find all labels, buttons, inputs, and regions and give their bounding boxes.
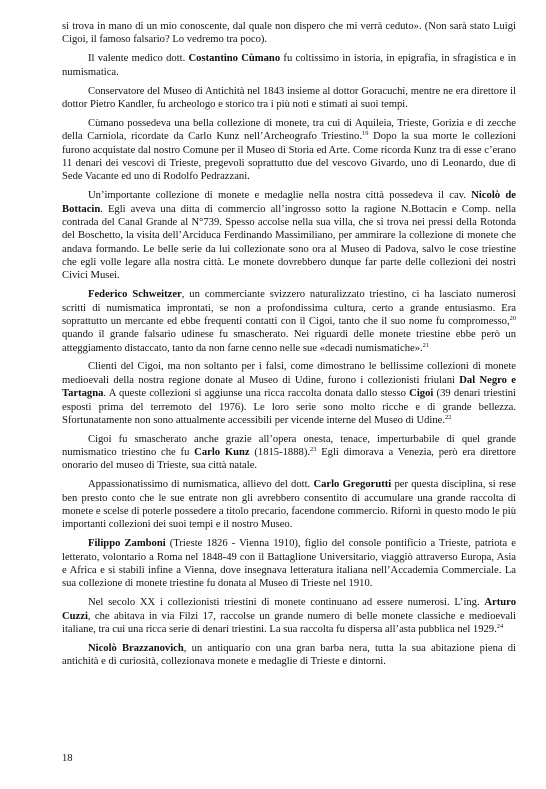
bold-name: Dal Negro e Tartagna: [62, 374, 516, 400]
bold-name: Cigoi: [409, 388, 434, 400]
bold-name: Carlo Gregorutti: [313, 479, 392, 491]
bold-name: Filippo Zamboni: [88, 538, 166, 550]
text-run: . Egli aveva una ditta di commercio all’ingrosso sotto la ragione N.Bottacin e Comp. nella contrada del Canal Grande al N°739. Spesso accolse nella sua villa, che si trova nei pressi della Rotonda del Boschetto, la visita dell’Arciduca Ferdinando Massimiliano, per ammirare la collezione di monete che andava formando. Le belle serie da lui collezionate sono ora al Museo di Padova, salvo le cose triestine che egli volle legare alla nostra città. Le monete dovrebbero dunque far parte delle collezioni dei nostri Civici Musei.: [62, 203, 516, 282]
bold-name: Carlo Kunz: [194, 447, 250, 459]
paragraph-9: [62, 478, 516, 531]
bold-name: Arturo Cuzzi: [62, 597, 516, 622]
text-run: (1815-1888).: [249, 447, 311, 459]
text-run: Cùmano possedeva una bella collezione di monete, tra cui di Aquileia, Trieste, Gorizia e di zecche della Carniola, ricordate da Carlo Kunz nell’Archeografo Triestino.: [62, 117, 516, 143]
text-run: Conservatore del Museo di Antichità nel 1843 insieme al dottor Goracuchi, mentre ne era direttore il dottor Pietro Kandler, fu archeologo e storico tra i più noti e stimati ai suoi tempi.: [62, 85, 516, 110]
text-run: , un antiquario con una gran barba nera, tutta la sua abitazione piena di antichità e di curiosità, collezionava monete e medaglie di Trieste e dintorni.: [62, 642, 516, 668]
bold-name: Nicolò Brazzanovich: [88, 642, 184, 654]
paragraph-11: [62, 596, 516, 636]
footnote-ref: 19: [362, 130, 369, 138]
paragraph-4: [62, 117, 516, 184]
text-run: (39 denari triestini esposti prima del terremoto del 1976). Le loro serie sono molto ricche e di grande bellezza. Sfortunatamente non sono attualmente accessibili per vicende interne del Museo di Udine.: [62, 388, 517, 426]
paragraph-2: [62, 52, 516, 79]
text-run: , che abitava in via Filzi 17, raccolse un grande numero di belle monete classiche e medioevali italiane, tra cui una ricca serie di denari triestini. La sua raccolta fu dispersa all’asta pubblica nel 1929.: [62, 610, 516, 636]
paragraph-10: [62, 537, 516, 590]
bold-name: Nicolò de Bottacin: [62, 190, 516, 215]
text-run: Egli dimorava a Venezia, però era direttore onorario del museo di Trieste, sua città natale.: [62, 447, 516, 472]
text-run: fu coltissimo in istoria, in epigrafia, in sfragistica e in numismatica.: [62, 53, 516, 78]
footnote-ref: 21: [422, 341, 430, 349]
footnote-ref: 23: [310, 446, 317, 454]
text-run: per questa disciplina, si rese ben presto conto che le sue entrate non gli avrebbero consentito di accumulare una grande raccolta di monete e scelse di poterle possedere a titolo precario, facendone commercio. Rifornì in questo modo le più importanti collezioni dei suoi tempi e il nostro Museo.: [62, 479, 516, 531]
paragraph-12: [62, 642, 516, 669]
text-run: si trova in mano di un mio conoscente, dal quale non dispero che mi verrà ceduto». (Non sarà stato Luigi Cigoi, il famoso falsario? Lo vedremo tra poco).: [62, 21, 516, 46]
text-run: Un’importante collezione di monete e medaglie nella nostra città possedeva il cav.: [88, 190, 472, 202]
text-run: Clienti del Cigoi, ma non soltanto per i falsi, come dimostrano le bellissime collezioni di monete medioevali della nostra regione donate al Museo di Udine, furono i collezionisti friulani: [62, 361, 516, 386]
text-run: Dopo la sua morte le collezioni furono acquistate dal nostro Comune per il Museo di Storia ed Arte. Come ricorda Kunz tra di esse c’erano 11 denari dei vescovi di Trieste, pregevoli soprattutto due del vescovo Givardo, uno di Leonardo, due di Sede Vacante ed uno di Rodolfo Pedrazzani.: [62, 131, 517, 183]
paragraph-5: [62, 189, 516, 282]
paragraph-6: [62, 288, 516, 355]
paragraph-8: [62, 433, 516, 473]
paragraph-7: [62, 360, 516, 427]
footnote-ref: 24: [496, 623, 504, 631]
footnote-ref: 22: [445, 413, 452, 421]
text-run: Il valente medico dott.: [88, 53, 189, 65]
text-run: (Trieste 1826 - Vienna 1910), figlio del console pontificio a Trieste, patriota e letterato, volontario a Roma nel 1848-49 con il Battaglione Universitario, viaggiò attraverso Europa, Asia e Africa e si stabilì infine a Vienna, dove insegnava letteratura italiana nell’Accademia Commerciale. La sua collezione di monete triestine fu donata al Museo di Trieste nel 1910.: [62, 538, 516, 590]
footnote-ref: 20: [509, 314, 516, 322]
paragraph-3: [62, 85, 516, 112]
bold-name: Federico Schweitzer: [88, 289, 182, 301]
page-body: [62, 20, 516, 674]
text-run: , un commerciante svizzero naturalizzato triestino, ci ha lasciato numerosi scritti di numismatica improntati, se non a profondissima cultura, certo a grande entusiasmo. Era soprattutto un mercante ed ebbe frequenti contatti con il Cigoi, tanto che il suo nome fu compromesso,: [62, 289, 516, 327]
text-run: Appassionatissimo di numismatica, allievo del dott.: [88, 479, 314, 491]
page-number: 18: [62, 753, 73, 764]
bold-name: Costantino Cùmano: [188, 53, 281, 65]
text-run: Cigoi fu smascherato anche grazie all’opera onesta, tenace, imperturbabile di quel grande numismatico triestino che fu: [62, 433, 516, 459]
text-run: Nel secolo XX i collezionisti triestini di monete continuano ad essere numerosi. L’ing.: [88, 597, 485, 609]
text-run: quando il grande falsario udinese fu smascherato. Nei riguardi delle monete triestine ebbe però un atteggiamento distaccato, tanto da non farne cenno nelle sue «decadi numismatiche».: [62, 329, 516, 354]
paragraph-1: [62, 20, 516, 47]
text-run: . A queste collezioni si aggiunse una ricca raccolta donata dallo stesso: [103, 388, 410, 400]
